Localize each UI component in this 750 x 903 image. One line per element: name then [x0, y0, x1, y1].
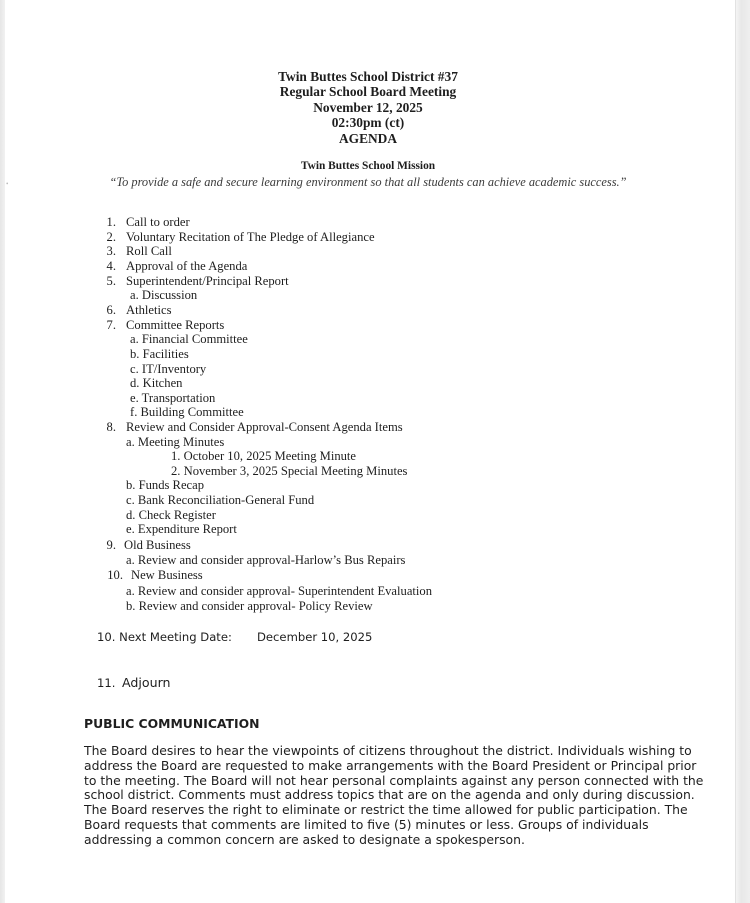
subitem-label: b. Facilities — [130, 347, 189, 361]
mission-title: Twin Buttes School Mission — [300, 160, 436, 172]
paragraph-line: school district. Comments must address topics that are on the agenda and only during discussion. — [84, 787, 695, 803]
subitem-label: a. Meeting Minutes — [126, 435, 225, 449]
subsubitem-label: 1. October 10, 2025 Meeting Minute — [171, 449, 357, 463]
item-label: New Business — [131, 568, 203, 582]
mission-statement: “To provide a safe and secure learning environment so that all students can achieve academic success.” — [109, 175, 627, 189]
paragraph-line: addressing a common concern are asked to designate a spokesperson. — [84, 831, 525, 847]
item-label: Superintendent/Principal Report — [126, 274, 289, 288]
item-label: Review and Consider Approval-Consent Agenda Items — [126, 420, 403, 434]
item-number: 3. — [106, 244, 116, 258]
item-number: 9. — [106, 538, 116, 552]
item-label: Adjourn — [122, 675, 171, 690]
paragraph-line: The Board desires to hear the viewpoints of citizens throughout the district. Individuals wishing to — [84, 743, 692, 758]
public-communication-title: PUBLIC COMMUNICATION — [84, 716, 260, 731]
subitem-label: e. Expenditure Report — [126, 522, 237, 536]
next-meeting-value: December 10, 2025 — [257, 630, 373, 644]
adjourn-item — [97, 675, 171, 690]
subsubitem-label: 2. November 3, 2025 Special Meeting Minutes — [171, 464, 408, 478]
paragraph-line: The Board reserves the right to eliminate or restrict the time allowed for public participation. The — [84, 802, 688, 818]
item-number: 5. — [106, 274, 116, 288]
paragraph-line: address the Board are requested to make arrangements with the Board President or Principal prior — [84, 757, 697, 773]
item-number: 2. — [106, 230, 116, 244]
subitem-label: c. Bank Reconciliation-General Fund — [126, 493, 315, 507]
item-number: 10. — [107, 568, 123, 582]
subitem-label: a. Discussion — [130, 288, 198, 302]
item-number: 8. — [106, 420, 116, 434]
document-header — [0, 69, 736, 146]
item-label: Approval of the Agenda — [126, 259, 248, 273]
paragraph-line: to the meeting. The Board will not hear personal complaints against any person connected with the — [84, 772, 704, 788]
item-number: 6. — [106, 303, 116, 317]
subitem-label: a. Financial Committee — [130, 332, 248, 346]
scan-artifact: • — [6, 180, 9, 188]
item-number: 7. — [106, 318, 116, 332]
meeting-date: November 12, 2025 — [313, 99, 423, 115]
item-label: Voluntary Recitation of The Pledge of Allegiance — [126, 230, 375, 244]
subitem-label: b. Funds Recap — [126, 478, 205, 492]
subitem-label: d. Kitchen — [130, 376, 183, 390]
item-label: Old Business — [124, 538, 191, 552]
next-meeting-date — [97, 630, 373, 644]
item-label: Roll Call — [126, 244, 172, 258]
paragraph-line: Board requests that comments are limited to five (5) minutes or less. Groups of individuals — [84, 816, 649, 832]
subitem-label: a. Review and consider approval- Superintendent Evaluation — [126, 584, 433, 598]
subitem-label: e. Transportation — [130, 391, 216, 405]
subitem-label: c. IT/Inventory — [130, 362, 207, 376]
district-name: Twin Buttes School District #37 — [278, 69, 458, 84]
item-number: 10. — [97, 630, 116, 644]
item-label: Next Meeting Date: — [119, 630, 232, 644]
subitem-label: d. Check Register — [126, 508, 216, 522]
document-type: AGENDA — [338, 130, 398, 146]
meeting-time: 02:30pm (ct) — [331, 115, 405, 131]
item-label: Call to order — [126, 215, 190, 229]
meeting-type: Regular School Board Meeting — [279, 84, 457, 100]
item-label: Committee Reports — [126, 318, 225, 332]
subitem-label: f. Building Committee — [130, 405, 244, 419]
page-edge-right — [735, 0, 750, 903]
subitem-label: a. Review and consider approval-Harlow’s Bus Repairs — [126, 553, 406, 567]
item-label: Athletics — [126, 303, 172, 317]
item-number: 11. — [97, 676, 116, 690]
item-number: 1. — [106, 215, 116, 229]
subitem-label: b. Review and consider approval- Policy Review — [126, 599, 373, 613]
public-communication-body — [84, 743, 704, 848]
item-number: 4. — [106, 259, 116, 273]
